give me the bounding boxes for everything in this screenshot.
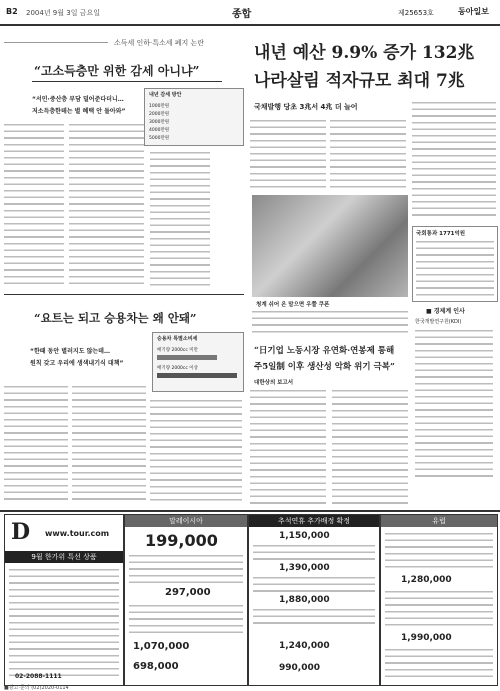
ad-price: 1,070,000: [133, 641, 190, 652]
table-title: 내년 감세 방안: [149, 92, 182, 98]
article-subhead: “서민·중산층 부담 덜어준다더니…: [32, 96, 124, 103]
body-text-col1: [4, 384, 68, 504]
table-bar: [157, 355, 217, 360]
section-divider: [4, 294, 244, 295]
ad-listing: [385, 531, 493, 571]
article-car-tax: [4, 298, 244, 508]
article-tax-cut: [4, 28, 244, 290]
ad-price: 698,000: [133, 661, 179, 672]
ad-travel-2: [124, 514, 248, 686]
sidebar-box-subtitle: 한국개발연구원(KDI): [415, 319, 462, 325]
ad-price: 1,390,000: [279, 563, 330, 573]
ad-listing: [253, 575, 375, 593]
ad-travel-3: [248, 514, 380, 686]
lead-headline-2: 나라살림 적자규모 최대 7兆: [254, 71, 465, 91]
ad-price: 990,000: [279, 663, 320, 673]
photo-caption: [252, 309, 408, 333]
ad-brand-logo: D: [11, 519, 31, 545]
ad-listing: [129, 603, 243, 637]
body-text-col2: [332, 388, 408, 504]
body-text-col3: [150, 398, 242, 504]
ad-price: 1,240,000: [279, 641, 330, 651]
body-text-col2: [72, 384, 146, 504]
article-subhead-2: 저소득층한테는 별 혜택 안 돌아와”: [32, 108, 126, 115]
lead-text-col1: [250, 118, 326, 190]
ad-travel-1: [4, 514, 124, 686]
news-photo: [252, 195, 408, 297]
table-row: 4000만원: [149, 128, 170, 133]
sidebar-box-1: [412, 226, 498, 302]
ad-title-bar: 유럽: [381, 515, 497, 527]
ad-banner: 9월 한가위 특선 상품: [5, 551, 123, 563]
sidebar-box-2: [412, 304, 496, 484]
ad-listing: [385, 589, 493, 629]
article-kicker: 대한상의 보고서: [254, 380, 294, 386]
section-name: 종합: [232, 9, 252, 20]
article-headline: “요트는 되고 승용차는 왜 안돼”: [34, 311, 197, 325]
ad-travel-4: [380, 514, 498, 686]
table-row: 3000만원: [149, 120, 170, 125]
article-subhead: “한때 동안 별러지도 않는데…: [30, 348, 110, 355]
ad-price: 297,000: [165, 587, 211, 598]
table-row: 배기량 2000cc 미만: [157, 348, 198, 353]
ad-listing: [385, 647, 493, 681]
car-tax-table: [152, 332, 244, 392]
article-japan-labor: [250, 338, 410, 508]
article-headline: “日기업 노동시장 유연화·연봉제 통해: [254, 346, 395, 356]
sidebar-text: [412, 100, 496, 220]
ad-price: 1,990,000: [401, 633, 452, 643]
article-headline-2: 주5일制 이후 생산성 악화 위기 극복”: [254, 362, 395, 372]
ad-listing: [9, 567, 119, 677]
table-row: 2000만원: [149, 112, 170, 117]
photo-caption-title: 청계 쉬어 온 말으면 우쭐 쿠폰: [256, 302, 330, 308]
table-title: 승용차 특별소비세: [157, 336, 198, 342]
ad-title-bar: 말레이시아: [125, 515, 247, 527]
issue-number: 제25653호: [398, 9, 434, 17]
article-kicker: 소득세 인하·특소세 폐지 논란: [114, 39, 205, 47]
lead-subhead: 국채발행 당초 3兆서 4兆 더 늘어: [254, 103, 358, 111]
sidebar-box-text: [416, 239, 494, 297]
ad-site: www.tour.com: [45, 529, 110, 538]
body-text-col1: [4, 122, 64, 288]
ad-listing: [129, 553, 243, 583]
page-number: B2: [6, 7, 18, 16]
table-row: 배기량 2000cc 이상: [157, 366, 198, 371]
ad-listing: [253, 543, 375, 561]
sidebar-box-title: 국회통과 1771억원: [416, 231, 466, 237]
article-headline: “고소득층만 위한 감세 아니냐”: [34, 64, 200, 78]
ad-price: 199,000: [145, 531, 218, 550]
lead-text-col2: [330, 118, 406, 190]
ad-title-bar: 추석연휴 추가배정 확정: [249, 515, 379, 527]
page-header: [0, 0, 500, 26]
table-bar: [157, 373, 237, 378]
ad-section-rule: [0, 510, 500, 512]
issue-date: 2004년 9월 3일 금요일: [26, 9, 100, 17]
body-text-col1: [250, 388, 326, 504]
ad-price: 1,280,000: [401, 575, 452, 585]
ad-phone: 02-2088-1111: [15, 673, 62, 680]
table-row: 1000만원: [149, 104, 170, 109]
ad-listing: [253, 607, 375, 625]
kicker-rule: [4, 42, 108, 43]
ad-contact-banner: ■광고·문의 (02)2020-0114: [4, 685, 69, 691]
sidebar-box-title: ■ 경제계 인사: [426, 308, 465, 315]
body-text-col3: [150, 150, 210, 288]
table-row: 5000만원: [149, 136, 170, 141]
tax-table: [144, 88, 244, 146]
body-text-col2: [69, 122, 144, 288]
sidebar-box-text: [415, 328, 493, 478]
ad-price: 1,150,000: [279, 531, 330, 541]
headline-rule: [32, 81, 222, 82]
lead-headline: 내년 예산 9.9% 증가 132兆: [254, 43, 475, 63]
article-subhead-2: 원칙 갖고 우리에 생색내기식 대책”: [30, 360, 124, 367]
newspaper-logo: 동아일보: [458, 7, 489, 16]
ad-price: 1,880,000: [279, 595, 330, 605]
